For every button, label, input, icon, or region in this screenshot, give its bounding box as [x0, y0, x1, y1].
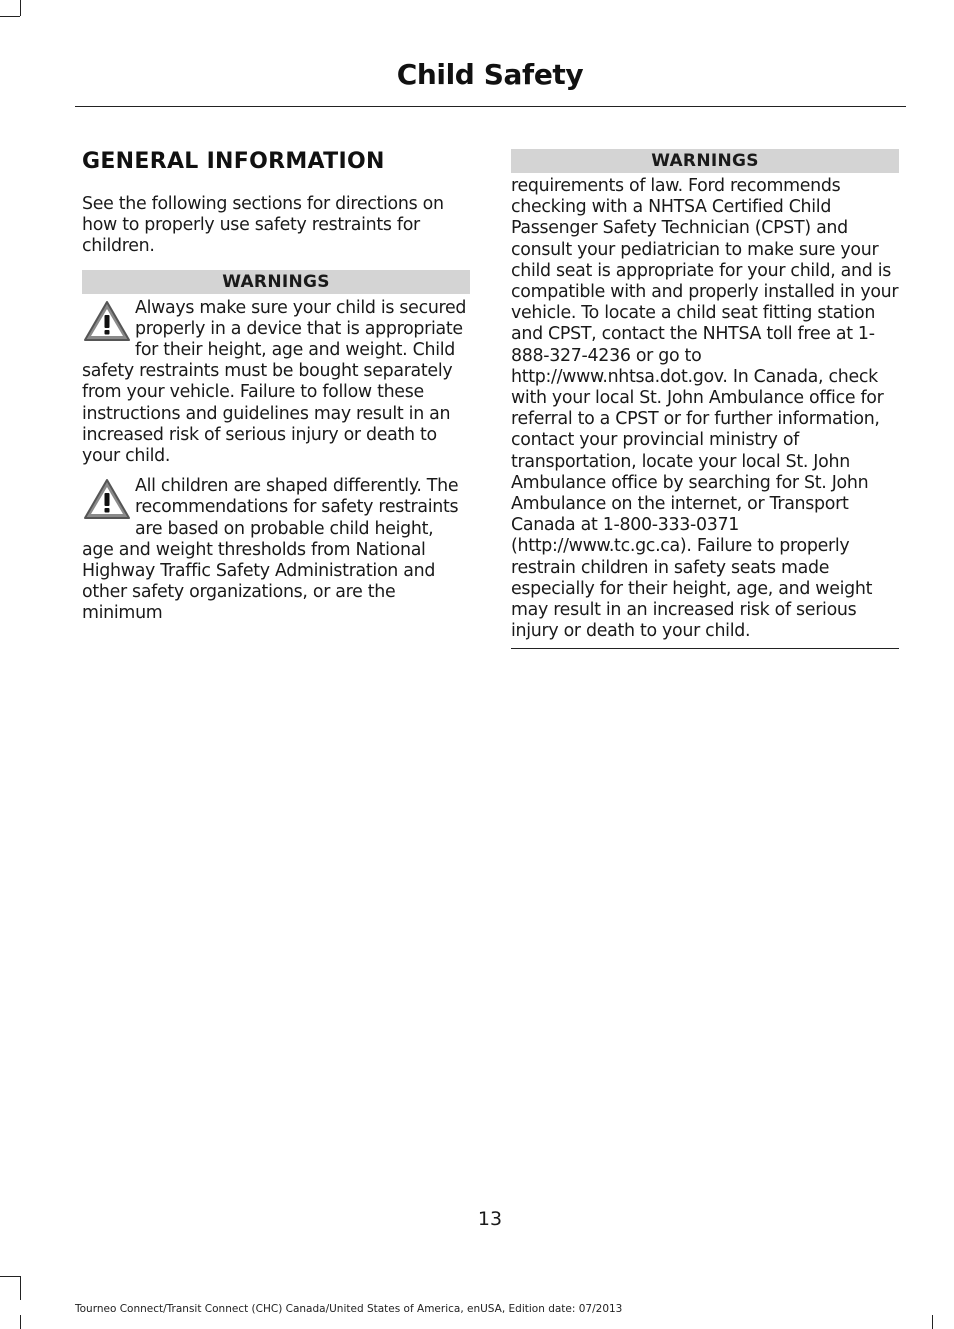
warning-triangle-icon [82, 299, 132, 343]
intro-paragraph: See the following sections for directions on how to properly use safety restraints for children. [82, 194, 444, 257]
warning-text: Always make sure your child is secured properly in a device that is appropriate for their height, age and weight. Child safety restraints must be bought separately from your vehicle. Failure to follow these instructions and guidelines may result in an increased risk of serious injury or death to your child. [82, 297, 467, 467]
warning-text: All children are shaped differently. The recommendations for safety restraints are based on probable child height, age and weight thresholds from National Highway Traffic Safety Administration and other safety organizations, or are the minimum [82, 476, 459, 624]
warning-continued-text: requirements of law. Ford recommends checking with a NHTSA Certified Child Passenger Safety Technician (CPST) and consult your pediatrician to make sure your child seat is appropriate for your child, and is compatible with and properly installed in your vehicle. To locate a child seat fitting station and CPST, contact the NHTSA toll free at 1-888-327-4236 or go to http://www.nhtsa.dot.gov. In Canada, check with your local St. John Ambulance office for referral to a CPST or for further information, contact your provincial ministry of transportation, locate your local St. John Ambulance office by searching for St. John Ambulance on the internet, or Transport Canada at 1-800-333-0371 (http://www.tc.gc.ca). Failure to properly restrain children in safety seats made especially for their height, age, and weight may result in an increased risk of serious injury or death to your child. [511, 176, 899, 642]
crop-mark [0, 16, 20, 17]
footer-edition: Tourneo Connect/Transit Connect (CHC) Canada/United States of America, enUSA, Edition date: 07/2013 [75, 1303, 623, 1315]
crop-mark [932, 1315, 933, 1329]
page-number: 13 [477, 1208, 503, 1230]
crop-mark [20, 1315, 21, 1329]
section-heading: GENERAL INFORMATION [82, 149, 385, 174]
warning-item [82, 476, 470, 624]
crop-mark [20, 1276, 21, 1300]
page-title: Child Safety [396, 58, 584, 91]
warning-triangle-icon [82, 477, 132, 521]
crop-mark [0, 1276, 20, 1277]
crop-mark [20, 0, 21, 16]
warning-item [82, 298, 470, 468]
right-column [511, 149, 899, 649]
left-column [82, 140, 470, 625]
warning-continued [511, 176, 899, 649]
warnings-header: WARNINGS [511, 149, 899, 173]
title-divider [75, 106, 906, 107]
warnings-header: WARNINGS [82, 270, 470, 294]
